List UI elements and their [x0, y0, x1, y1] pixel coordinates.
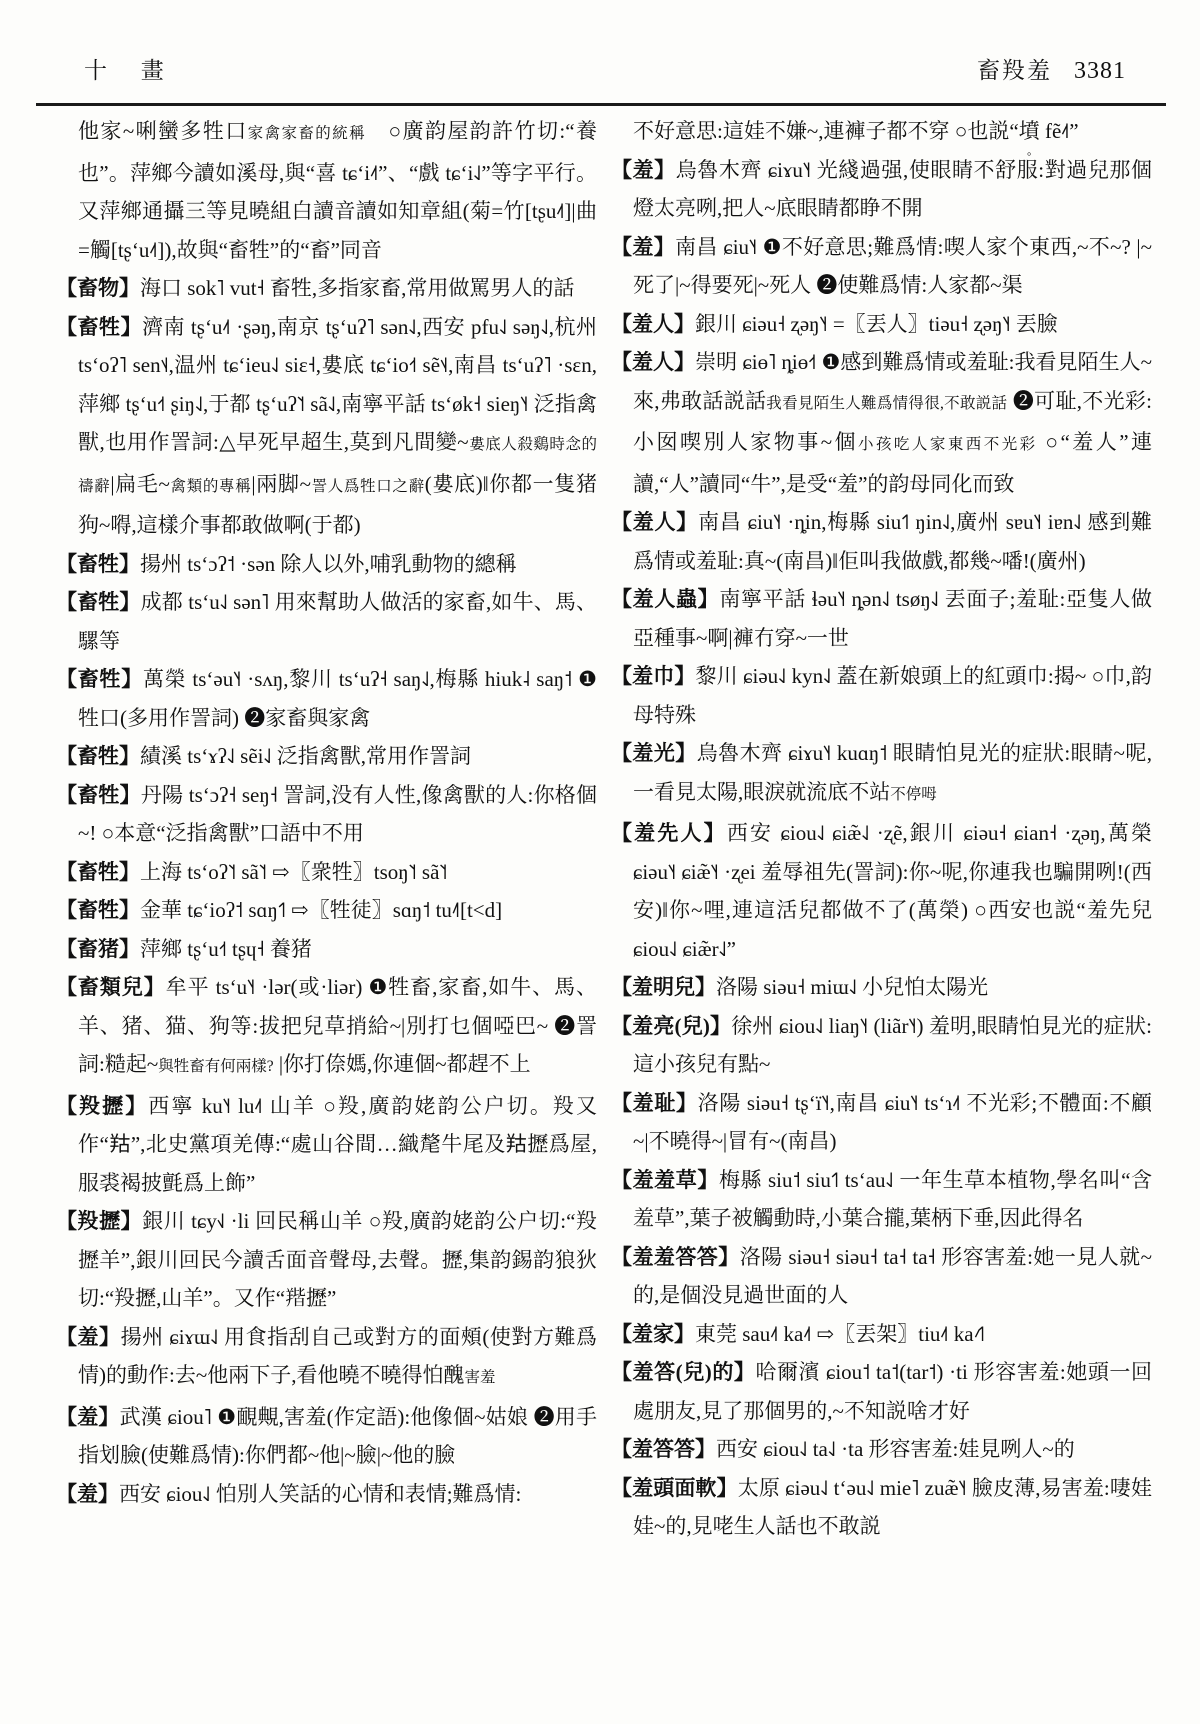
headword: 【畜物】 [56, 276, 140, 300]
dictionary-entry [611, 1238, 1152, 1315]
headword: 【羖攊】 [56, 1209, 143, 1233]
definition-text: 烏魯木齊 ɕiɤu˥˧ 光綫過强,使眼睛不舒服:對過兒那個燈太亮咧,把人~底眼睛都睁不開 [633, 157, 1152, 220]
dictionary-entry [611, 1315, 1152, 1354]
definition-text: 崇明 ɕiɵ˥ ȵiɵ˧˦ ❶感到難爲情或羞耻:我看見陌生人~來,弗敢話説話 [633, 350, 1152, 413]
headword: 【羞】 [56, 1481, 119, 1506]
definition-text: 牟平 tsʻu˥˧ ·lər(或·liər) ❶牲畜,家畜,如牛、馬、羊、猪、猫、狗等:拔把兒草捎給~|別打乜個啞巴~ ❷詈詞:糙起~ [78, 975, 598, 1076]
headword: 【羖攊】 [56, 1093, 149, 1118]
definition-text: |你打倷媽,你連個~都趕不上 [273, 1052, 531, 1076]
headword: 【羞人】 [611, 311, 695, 336]
definition-text: 烏魯木齊 ɕiɤu˥˧ kuɑŋ˦ 眼睛怕見光的症狀:眼睛~呢,一看見太陽,眼淚就流底不站 [633, 741, 1152, 804]
dictionary-entry [611, 580, 1152, 657]
headword: 【羞巾】 [611, 664, 696, 688]
headword: 【羞答(兒)的】 [611, 1360, 756, 1384]
headword: 【畜牲】 [56, 898, 140, 922]
headword: 【畜牲】 [56, 744, 140, 768]
small-note-text: 與牲畜有何兩樣? [158, 1058, 274, 1075]
headword: 【羞先人】 [611, 821, 727, 845]
definition-text: 東莞 sau˨˦ ka˨˦ ⇨〖丟架〗tiu˨˦ ka˨˦˥ [695, 1321, 985, 1346]
definition-text: 揚州 tsʻɔʔ˦ ·sən 除人以外,哺乳動物的總稱 [140, 551, 517, 576]
headword: 【羞家】 [611, 1321, 695, 1346]
definition-text: 西寧 ku˥˧ lu˨˦ 山羊 ○羖,廣韵姥韵公户切。羖又作“𦍩”,北史黨項羌傳:“處山谷間…織氂牛尾及𦍩攊爲屋,服裘褐披氈爲上飾” [78, 1093, 597, 1195]
dictionary-entry [611, 734, 1152, 814]
dictionary-entry [56, 891, 597, 930]
header-rule [36, 103, 1166, 106]
definition-text: 績溪 tsʻɤʔ˨˩ sẽi˨˩ 泛指禽獸,常用作詈詞 [140, 744, 472, 768]
headword: 【羞明兒】 [611, 975, 716, 999]
definition-text: 洛陽 siəu˧ tʂʻï˥˧,南昌 ɕiu˥˧ tsʻɿ˨˦ 不光彩;不體面:不顧~|不曉得~|冒有~(南昌) [633, 1090, 1152, 1153]
dictionary-entry [56, 1318, 597, 1398]
continuation-paragraph [56, 112, 597, 269]
dictionary-entry [611, 1084, 1152, 1161]
headword: 【羞光】 [611, 741, 697, 765]
definition-text: 他家~唎蠻多牲口 [78, 119, 248, 143]
small-note-text: 禽類的專稱 [169, 477, 252, 495]
dictionary-entry [611, 1430, 1152, 1469]
definition-text: 武漢 ɕiou˥ ❶靦覥,害羞(作定語):他像個~姑娘 ❷用手指划臉(使難爲情):你們都~他|~臉|~他的臉 [78, 1404, 598, 1467]
ring-marked-char: 墳 ◦ [1019, 112, 1040, 151]
dictionary-entry [56, 930, 597, 969]
headword: 【畜牲】 [56, 551, 140, 576]
running-head [56, 52, 1144, 85]
dictionary-entry [56, 737, 597, 776]
headword: 【畜牲】 [56, 782, 141, 807]
headword: 【羞羞草】 [611, 1167, 719, 1192]
small-note-text: 我看見陌生人難爲情得很,不敢説話 [766, 394, 1008, 412]
dictionary-entry [611, 968, 1152, 1007]
dictionary-entry [611, 1353, 1152, 1430]
headword: 【畜牲】 [56, 667, 143, 691]
small-note-text: 害羞 [464, 1369, 496, 1386]
headword: 【羞】 [611, 234, 676, 259]
definition-text: 梅縣 siu˦ siu˦˥ tsʻau˨˩ 一年生草本植物,學名叫“含羞草”,葉子被觸動時,小葉合攏,葉柄下垂,因此得名 [633, 1167, 1152, 1230]
definition-text: 南昌 ɕiu˥˧ ❶不好意思;難爲情:喫人家个東西,~不~? |~死了|~得要死|~死人 ❷使難爲情:人家都~渠 [633, 234, 1153, 297]
headword: 【畜猪】 [56, 936, 140, 961]
definition-text: ○廣韵屋韵許竹切:“養也”。萍鄉今讀如溪母,與“喜 tɕʻi˨˦”、“戲 tɕʻi˨˩”等字平行。又萍鄉通攝三等見曉組白讀音讀如知章組(菊=竹[tʂu˨˦]|曲=觸[tʂʻu˨˦]),故與“畜牲”的“畜”同音 [78, 119, 597, 262]
definition-text: 銀川 ɕiəu˧ ʐəŋ˥˧ =〖丟人〗tiəu˧ ʐəŋ˥˧ 丟臉 [695, 311, 1058, 336]
dictionary-entry [56, 776, 597, 853]
page-headwords-range: 畜羖羞 [977, 58, 1052, 83]
definition-text: (婁底)‖你都一隻猪狗~嘚,這樣介事都敢做啊(于都) [78, 471, 597, 537]
headword: 【羞】 [611, 157, 676, 182]
dictionary-entry [611, 1161, 1152, 1238]
definition-text: 萬榮 tsʻəu˥˧ ·sʌŋ,黎川 tsʻuʔ˧ saŋ˨˩,梅縣 hiuk˨ saŋ˦ ❶牲口(多用作詈詞) ❷家畜與家禽 [78, 667, 598, 730]
definition-text: ❷可耻,不光彩:小囡喫別人家物事~個 [633, 388, 1152, 454]
headword: 【畜牲】 [56, 314, 143, 339]
page-number: 3381 [1074, 58, 1126, 84]
headword: 【羞羞答答】 [611, 1244, 740, 1269]
definition-text: 洛陽 siəu˧ siəu˧ ta˧ ta˧ 形容害羞:她一見人就~的,是個没見過世面的人 [633, 1244, 1152, 1307]
definition-text: 成都 tsʻu˨˩ sən˥ 用來幫助人做活的家畜,如牛、馬、騾等 [78, 590, 597, 653]
small-note-text: 小孩吃人家東西不光彩 [858, 436, 1038, 453]
stroke-section-label: 十 畫 [84, 58, 178, 83]
headword: 【羞人】 [611, 510, 699, 534]
dictionary-entry [611, 343, 1152, 503]
definition-text: 銀川 tɕy˧˩ ·li 回民稱山羊 ○羖,廣韵姥韵公户切:“羖攊羊”,銀川回民今讀舌面音聲母,去聲。攊,集韵錫韵狼狄切:“羖攊,山羊”。又作“𦎥攊” [78, 1209, 598, 1310]
left-column [56, 112, 597, 1700]
dictionary-entry [611, 305, 1152, 344]
definition-text: 哈爾濱 ɕiou˦ ta˦(tar˦) ·ti 形容害羞:她頭一回處朋友,見了那個男的,~不知説啥才好 [633, 1360, 1152, 1423]
headword: 【畜牲】 [56, 590, 141, 614]
headword: 【羞】 [56, 1324, 121, 1349]
definition-text: 不好意思:這娃不嫌~,連褲子都不穿 ○也説“ [633, 119, 1019, 143]
dictionary-entry [56, 853, 597, 892]
definition-text: fẽ˨˦” [1039, 119, 1079, 143]
text-columns [56, 112, 1152, 1700]
dictionary-entry [611, 228, 1152, 305]
dictionary-entry [611, 1469, 1152, 1546]
small-note-text: 詈人爲牲口之辭 [310, 477, 425, 495]
dictionary-entry [611, 814, 1152, 968]
headword: 【畜牲】 [56, 859, 140, 884]
definition-text: 濟南 tʂʻu˨˦ ·ʂəŋ,南京 tʂʻuʔ˥ sən˨˩,西安 pfu˨˩ səŋ˨˩,杭州 tsʻoʔ˥ sen˦˨,温州 tɕʻieu˨˩ siɛ˧,婁底 tɕʻio˧˦ sẽ˦˨,南昌 tsʻuʔ˥ ·sɛn,萍鄉 tʂʻu˧˦ ʂiŋ˨˩,于都 tʂʻuʔ˥˦ sã˨˩,南寧平話 tsʻøk˧ sieŋ˥˧ 泛指禽獸,也用作詈詞:△早死早超生,莫到凡間變~ [78, 314, 598, 454]
definition-text: 南昌 ɕiu˥˧ ·ȵin,梅縣 siu˦˥ ŋin˨˩,廣州 sɐu˥˧ iɐn˨˩ 感到難爲情或羞耻:真~(南昌)‖佢叫我做戲,都幾~噃!(廣州) [633, 510, 1153, 573]
dictionary-entry [56, 545, 597, 584]
dictionary-entry [56, 269, 597, 308]
dictionary-entry [56, 968, 597, 1087]
continuation-paragraph [611, 112, 1152, 151]
headword: 【羞】 [56, 1404, 120, 1429]
headword: 【羞耻】 [611, 1090, 698, 1115]
definition-text: 洛陽 siəu˧ miɯ˨˩ 小兒怕太陽光 [716, 975, 989, 999]
definition-text: 黎川 ɕiəu˨˩ kyn˨˩ 蓋在新娘頭上的紅頭巾:揭~ ○巾,韵母特殊 [633, 664, 1152, 727]
dictionary-entry [56, 660, 597, 737]
dictionary-entry [56, 1398, 597, 1475]
definition-text: 南寧平話 ɬəu˥˧ ȵən˨˩ tsøŋ˨˩ 丟面子;羞耻:亞隻人做亞種事~啊|褲冇穿~一世 [633, 587, 1153, 650]
dictionary-entry [611, 151, 1152, 228]
definition-text: |兩脚~ [251, 471, 311, 496]
definition-text: 海口 sok˥ vut˧ 畜牲,多指家畜,常用做罵男人的話 [140, 276, 575, 300]
definition-text: 丹陽 tsʻɔʔ˧ seŋ˧ 詈詞,没有人性,像禽獸的人:你格個~! ○本意“泛指禽獸”口語中不用 [78, 782, 598, 845]
headword: 【羞答答】 [611, 1437, 716, 1461]
dictionary-entry [611, 503, 1152, 580]
small-note-text: 婁底人殺鷄時念的禱辭 [78, 436, 597, 495]
definition-text: 西安 ɕiou˨˩ 怕別人笑話的心情和表情;難爲情: [119, 1481, 522, 1506]
small-note-text: 不停呣 [890, 785, 937, 803]
right-column [611, 112, 1152, 1700]
headword: 【羞頭面軟】 [611, 1475, 738, 1500]
dictionary-entry [56, 308, 597, 545]
definition-text: |扁毛~ [110, 471, 170, 496]
definition-text: 西安 ɕiou˨˩ ɕiæ̃˨˩ ·ʐẽ,銀川 ɕiəu˧ ɕian˧ ·ʐəŋ,萬榮 ɕiəu˥˧ ɕiæ̃˥˧ ·ʐei 羞辱祖先(詈詞):你~呢,你連我也騙開咧!(西安)‖你~哩,連這活兒都做不了(萬榮) ○西安也説“羞先兒 ɕiou˨˩ ɕiæ̃r˨˩” [633, 821, 1152, 961]
definition-text: 萍鄉 tʂʻu˧˦ tʂɥ˧ 養猪 [140, 936, 312, 961]
headword: 【畜類兒】 [56, 975, 166, 999]
definition-text: 揚州 ɕiɤɯ˨˩ 用食指刮自己或對方的面頰(使對方難爲情)的動作:去~他兩下子,看他曉不曉得怕醜 [78, 1324, 598, 1387]
dictionary-entry [611, 657, 1152, 734]
headword: 【羞亮(兒)】 [611, 1013, 732, 1038]
dictionary-entry [611, 1007, 1152, 1084]
definition-text: ○“羞人”連讀,“人”讀同“牛”,是受“羞”的韵母同化而致 [633, 430, 1152, 496]
definition-text: 徐州 ɕiou˨˩ liaŋ˥˧ (liãr˥˧) 羞明,眼睛怕見光的症狀:這小孩兒有點~ [633, 1013, 1152, 1076]
definition-text: 西安 ɕiou˨˩ ta˨˩ ·ta 形容害羞:娃見咧人~的 [716, 1437, 1075, 1461]
small-note-text: 家禽家畜的統稱 [247, 125, 367, 142]
headword: 【羞人】 [611, 350, 696, 374]
dictionary-entry [56, 1087, 597, 1203]
definition-text: 太原 ɕiəu˨˩ tʻəu˨˩ mie˥ zuæ̃˥˧ 臉皮薄,易害羞:啛娃娃~的,見咾生人話也不敢説 [633, 1475, 1152, 1538]
dictionary-entry [56, 1475, 597, 1514]
definition-text: 金華 tɕʻioʔ˦ sɑŋ˦˥ ⇨〖牲徒〗sɑŋ˦ tu˨˥[t<d] [140, 898, 503, 922]
dictionary-entry [56, 1202, 597, 1318]
dictionary-entry [56, 583, 597, 660]
headword: 【羞人蟲】 [611, 587, 720, 611]
definition-text: 上海 tsʻoʔ˥˦ sã˥˦ ⇨〖衆牲〗tsoŋ˥˦ sã˥˦ [140, 859, 448, 884]
